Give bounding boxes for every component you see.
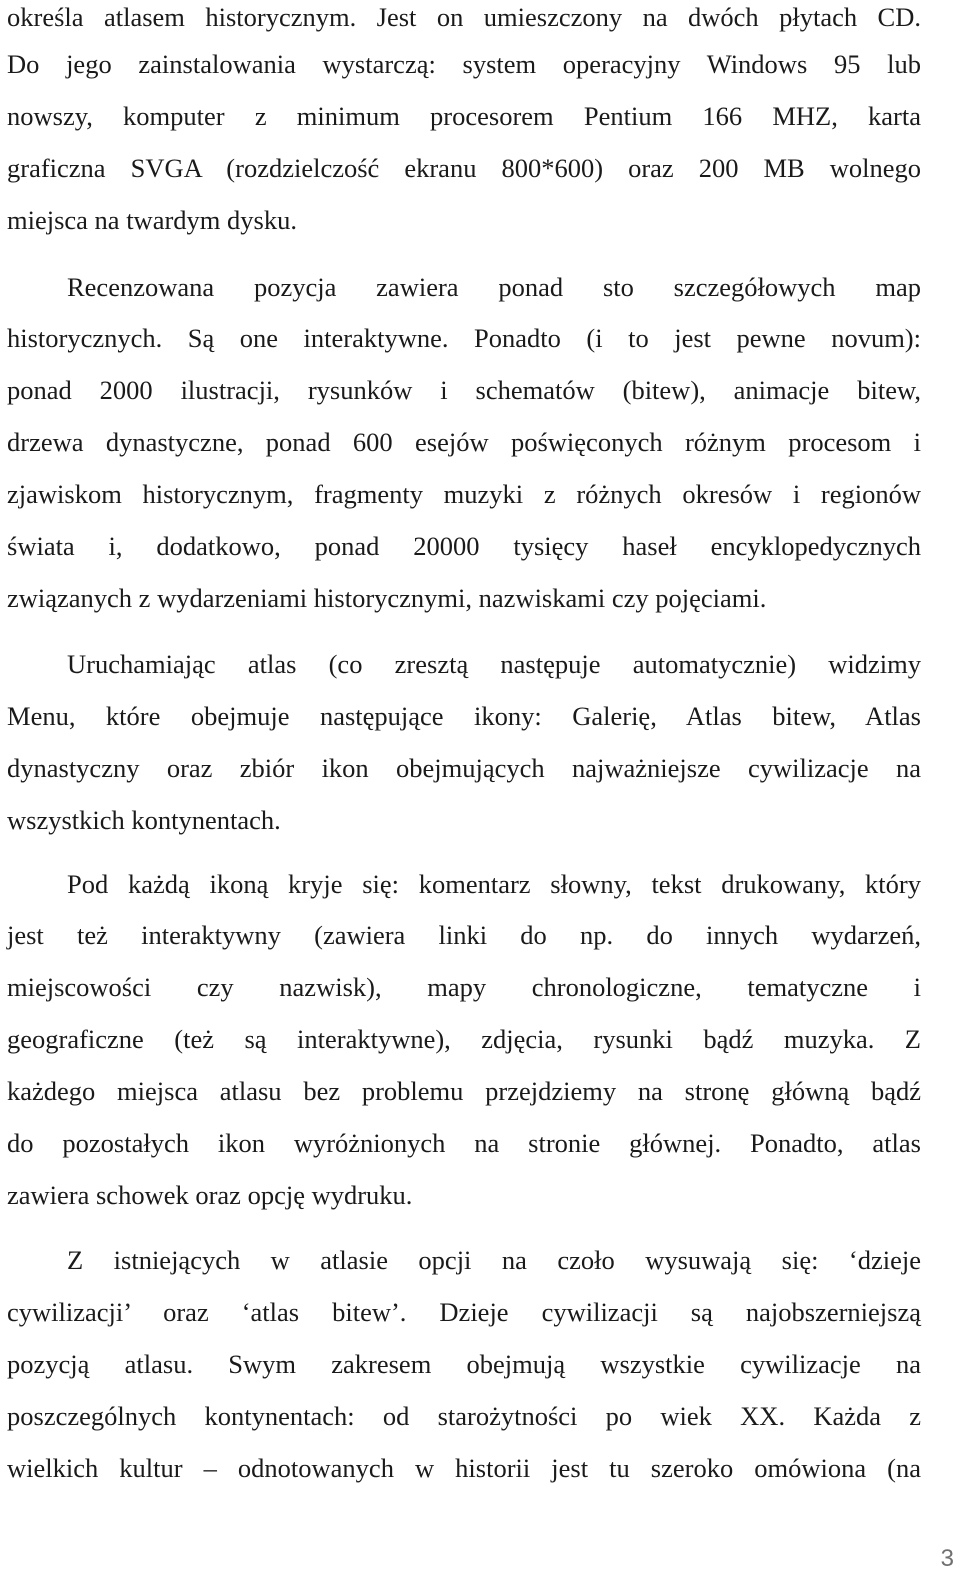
text-line: Z istniejących w atlasie opcji na czoło wysuwają się: ‘dzieje [67, 1245, 921, 1275]
text-line: jest też interaktywny (zawiera linki do np. do innych wydarzeń, [7, 920, 921, 950]
text-line: cywilizacji’ oraz ‘atlas bitew’. Dzieje cywilizacji są najobszerniejszą [7, 1297, 921, 1327]
text-line: Pod każdą ikoną kryje się: komentarz słowny, tekst drukowany, który [67, 869, 921, 899]
text-line: określa atlasem historycznym. Jest on umieszczony na dwóch płytach CD. [7, 2, 921, 32]
text-line: miejsca na twardym dysku. [7, 205, 297, 235]
text-line: dynastyczny oraz zbiór ikon obejmujących najważniejsze cywilizacje na [7, 753, 921, 783]
text-line: wszystkich kontynentach. [7, 805, 281, 835]
text-line: zawiera schowek oraz opcję wydruku. [7, 1180, 413, 1210]
text-line: związanych z wydarzeniami historycznymi, nazwiskami czy pojęciami. [7, 583, 767, 613]
text-line: do pozostałych ikon wyróżnionych na stronie głównej. Ponadto, atlas [7, 1128, 921, 1158]
text-line: miejscowości czy nazwisk), mapy chronologiczne, tematyczne i [7, 972, 921, 1002]
text-line: zjawiskom historycznym, fragmenty muzyki z różnych okresów i regionów [7, 479, 921, 509]
text-line: pozycją atlasu. Swym zakresem obejmują wszystkie cywilizacje na [7, 1349, 921, 1379]
text-line: historycznych. Są one interaktywne. Ponadto (i to jest pewne novum): [7, 323, 921, 353]
text-line: nowszy, komputer z minimum procesorem Pentium 166 MHZ, karta [7, 101, 921, 131]
text-line: geograficzne (też są interaktywne), zdjęcia, rysunki bądź muzyka. Z [7, 1024, 921, 1054]
text-line: graficzna SVGA (rozdzielczość ekranu 800*600) oraz 200 MB wolnego [7, 153, 921, 183]
text-line: wielkich kultur – odnotowanych w historii jest tu szeroko omówiona (na [7, 1453, 921, 1483]
text-line: Recenzowana pozycja zawiera ponad sto szczegółowych map [67, 272, 921, 302]
text-line: ponad 2000 ilustracji, rysunków i schematów (bitew), animacje bitew, [7, 375, 921, 405]
text-line: Uruchamiając atlas (co zresztą następuje automatycznie) widzimy [67, 649, 921, 679]
page-number: 3 [940, 1545, 954, 1572]
text-line: poszczególnych kontynentach: od starożytności po wiek XX. Każda z [7, 1401, 921, 1431]
text-line: każdego miejsca atlasu bez problemu przejdziemy na stronę główną bądź [7, 1076, 921, 1106]
text-line: świata i, dodatkowo, ponad 20000 tysięcy haseł encyklopedycznych [7, 531, 921, 561]
text-line: Do jego zainstalowania wystarczą: system operacyjny Windows 95 lub [7, 49, 921, 79]
text-line: Menu, które obejmuje następujące ikony: Galerię, Atlas bitew, Atlas [7, 701, 921, 731]
text-line: drzewa dynastyczne, ponad 600 esejów poświęconych różnym procesom i [7, 427, 921, 457]
